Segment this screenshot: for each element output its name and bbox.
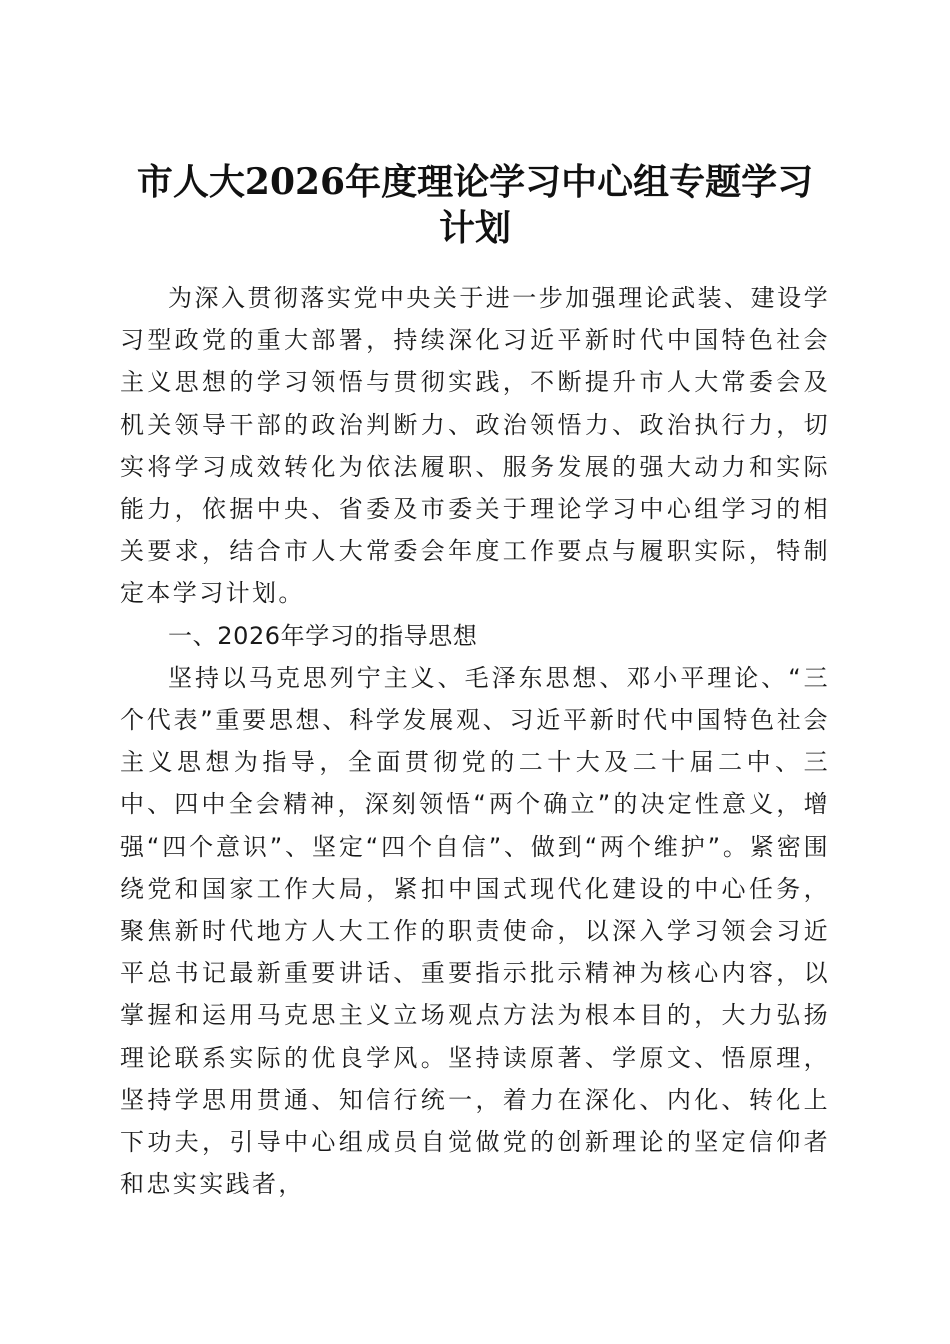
document-title: 市人大2026年度理论学习中心组专题学习计划 bbox=[136, 161, 814, 250]
document-body bbox=[120, 277, 830, 1205]
section-heading-guiding-ideology: 一、2026年学习的指导思想 bbox=[168, 621, 478, 650]
section-paragraph-guiding-ideology: 坚持以马克思列宁主义、毛泽东思想、邓小平理论、“三个代表”重要思想、科学发展观、习近平新时代中国特色社会主义思想为指导，全面贯彻党的二十大及二十届二中、三中、四中全会精神，深刻领悟“两个确立”的决定性意义，增强“四个意识”、坚定“四个自信”、做到“两个维护”。紧密围绕党和国家工作大局，紧扣中国式现代化建设的中心任务，聚焦新时代地方人大工作的职责使命，以深入学习领会习近平总书记最新重要讲话、重要指示批示精神为核心内容，以掌握和运用马克思主义立场观点方法为根本目的，大力弘扬理论联系实际的优良学风。坚持读原著、学原文、悟原理，坚持学思用贯通、知信行统一，着力在深化、内化、转化上下功夫，引导中心组成员自觉做党的创新理论的坚定信仰者和忠实实践者， bbox=[120, 663, 830, 1199]
intro-paragraph: 为深入贯彻落实党中央关于进一步加强理论武装、建设学习型政党的重大部署，持续深化习近平新时代中国特色社会主义思想的学习领悟与贯彻实践，不断提升市人大常委会及机关领导干部的政治判断力、政治领悟力、政治执行力，切实将学习成效转化为依法履职、服务发展的强大动力和实际能力，依据中央、省委及市委关于理论学习中心组学习的相关要求，结合市人大常委会年度工作要点与履职实际，特制定本学习计划。 bbox=[120, 284, 830, 608]
